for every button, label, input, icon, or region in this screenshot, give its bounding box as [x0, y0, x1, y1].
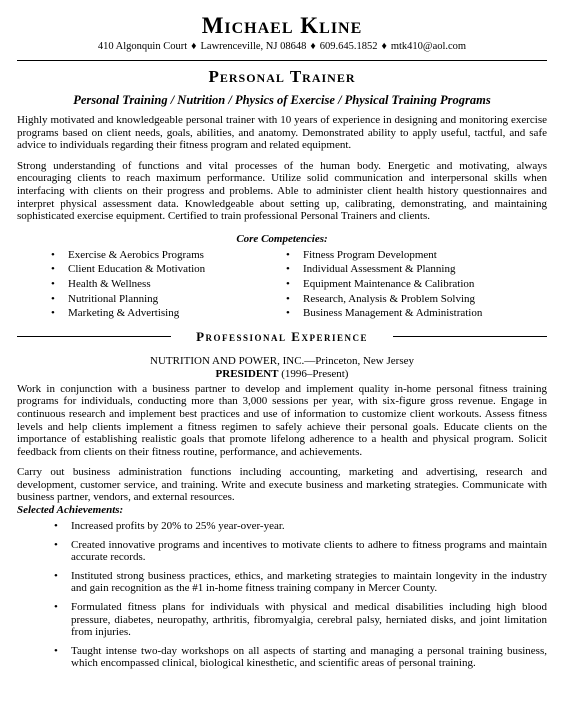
experience-section-header	[17, 329, 547, 345]
summary-paragraph-2: Strong understanding of functions and vital processes of the human body. Energetic and motivating, always encouraging clients to reach maximum performance. Utilize solid communication and interpersonal skills when interfacing with clients on their progress and problems. Able to administer client health history questionnaires and interpret physical assessment data. Knowledgeable about setting up, calibrating, demonstrating, and maintaining sophisticated exercise equipment. Certified to train professional Personal Trainers and clients.	[17, 159, 547, 223]
separator-icon: ♦	[191, 41, 197, 52]
competency-item: • Client Education & Motivation	[51, 263, 206, 276]
bullet-icon: •	[51, 277, 55, 290]
separator-icon: ♦	[381, 41, 387, 52]
bullet-icon: •	[54, 601, 58, 614]
experience-paragraph-2: Carry out business administration functions including accounting, marketing and advertising, research and development, customer service, and training. Write and execute business and marketing strategies. Communicate with business partner, vendors, and external resources.	[17, 466, 547, 504]
achievements-title: Selected Achievements:	[17, 504, 124, 517]
competency-item: • Fitness Program Development	[286, 248, 437, 261]
employer-line: NUTRITION AND POWER, INC.—Princeton, New Jersey	[150, 354, 414, 367]
bullet-icon: •	[54, 569, 58, 582]
achievements-list	[17, 520, 547, 670]
achievement-item: • Created innovative programs and incentives to motivate clients to adhere to fitness programs and maintain accurate records.	[54, 538, 547, 564]
competency-item: • Equipment Maintenance & Calibration	[286, 277, 475, 290]
position-dates: (1996–Present)	[281, 367, 349, 380]
city: Lawrenceville, NJ 08648	[200, 41, 307, 52]
bullet-icon: •	[51, 263, 55, 276]
bullet-icon: •	[54, 520, 58, 533]
candidate-name: Michael Kline	[201, 13, 363, 38]
phone: 609.645.1852	[319, 41, 378, 52]
experience-paragraph-1: Work in conjunction with a business partner to develop and implement quality in-home personal fitness training programs for individuals, conducting more than 3,000 sessions per year, with six-figure gross revenue. Engage in continuous research and implement best practices and use of information to customize client workouts. Assess fitness levels and help clients implement a fitness regimen to safely achieve their personal goals. Educate clients on the importance of establishing realistic goals that promote lifelong adherence to a health and physical program. Solicit feedback from clients on their fitness routine, performance, and achievements.	[17, 382, 547, 458]
competency-item: • Marketing & Advertising	[51, 307, 180, 320]
bullet-icon: •	[286, 307, 290, 320]
bullet-icon: •	[54, 644, 58, 657]
competencies-grid	[17, 248, 547, 321]
competency-item: • Research, Analysis & Problem Solving	[286, 292, 476, 305]
competencies-title: Core Competencies:	[236, 232, 328, 245]
position-title: PRESIDENT	[215, 367, 279, 380]
contact-line	[17, 40, 547, 54]
competency-item: • Exercise & Aerobics Programs	[51, 248, 204, 261]
section-rule-left	[17, 336, 171, 337]
bullet-icon: •	[51, 292, 55, 305]
bullet-icon: •	[51, 307, 55, 320]
bullet-icon: •	[51, 248, 55, 261]
separator-icon: ♦	[310, 41, 316, 52]
competency-item: • Health & Wellness	[51, 277, 151, 290]
bullet-icon: •	[286, 248, 290, 261]
competency-item: • Business Management & Administration	[286, 307, 483, 320]
bullet-icon: •	[286, 292, 290, 305]
bullet-icon: •	[286, 263, 290, 276]
section-rule-right	[393, 336, 547, 337]
competencies-left-column	[51, 248, 286, 321]
achievement-item: • Taught intense two-day workshops on all aspects of starting and managing a personal training business, which encompassed clinical, biological kinesthetic, and scientific areas of personal training.	[54, 644, 547, 670]
job-title: Personal Trainer	[208, 67, 356, 86]
competency-item: • Individual Assessment & Planning	[286, 263, 456, 276]
header-rule	[17, 60, 547, 61]
email: mtk410@aol.com	[390, 41, 467, 52]
bullet-icon: •	[286, 277, 290, 290]
competency-item: • Nutritional Planning	[51, 292, 159, 305]
experience-heading: Professional Experience	[196, 328, 368, 344]
competencies-right-column	[286, 248, 482, 321]
achievement-item: • Formulated fitness plans for individuals with physical and medical disabilities including high blood pressure, diabetes, neuropathy, arthritis, fibromyalgia, cerebral palsy, herniated disks, and joint limitation from injuries.	[54, 601, 547, 639]
position-line	[17, 368, 547, 381]
summary-paragraph-1: Highly motivated and knowledgeable personal trainer with 10 years of experience in designing and monitoring exercise programs based on client needs, goals, abilities, and anatomy. Demonstrated ability to apply useful, tactful, and safe advice to individuals regarding their fitness program and related equipment.	[17, 114, 547, 152]
specialties-line: Personal Training / Nutrition / Physics of Exercise / Physical Training Programs	[73, 93, 491, 107]
achievement-item: • Instituted strong business practices, ethics, and marketing strategies to maintain longevity in the industry and gain recognition as the #1 in-home fitness training company in Mercer County.	[54, 569, 547, 595]
address: 410 Algonquin Court	[97, 41, 188, 52]
achievement-item: • Increased profits by 20% to 25% year-over-year.	[54, 520, 285, 533]
bullet-icon: •	[54, 538, 58, 551]
